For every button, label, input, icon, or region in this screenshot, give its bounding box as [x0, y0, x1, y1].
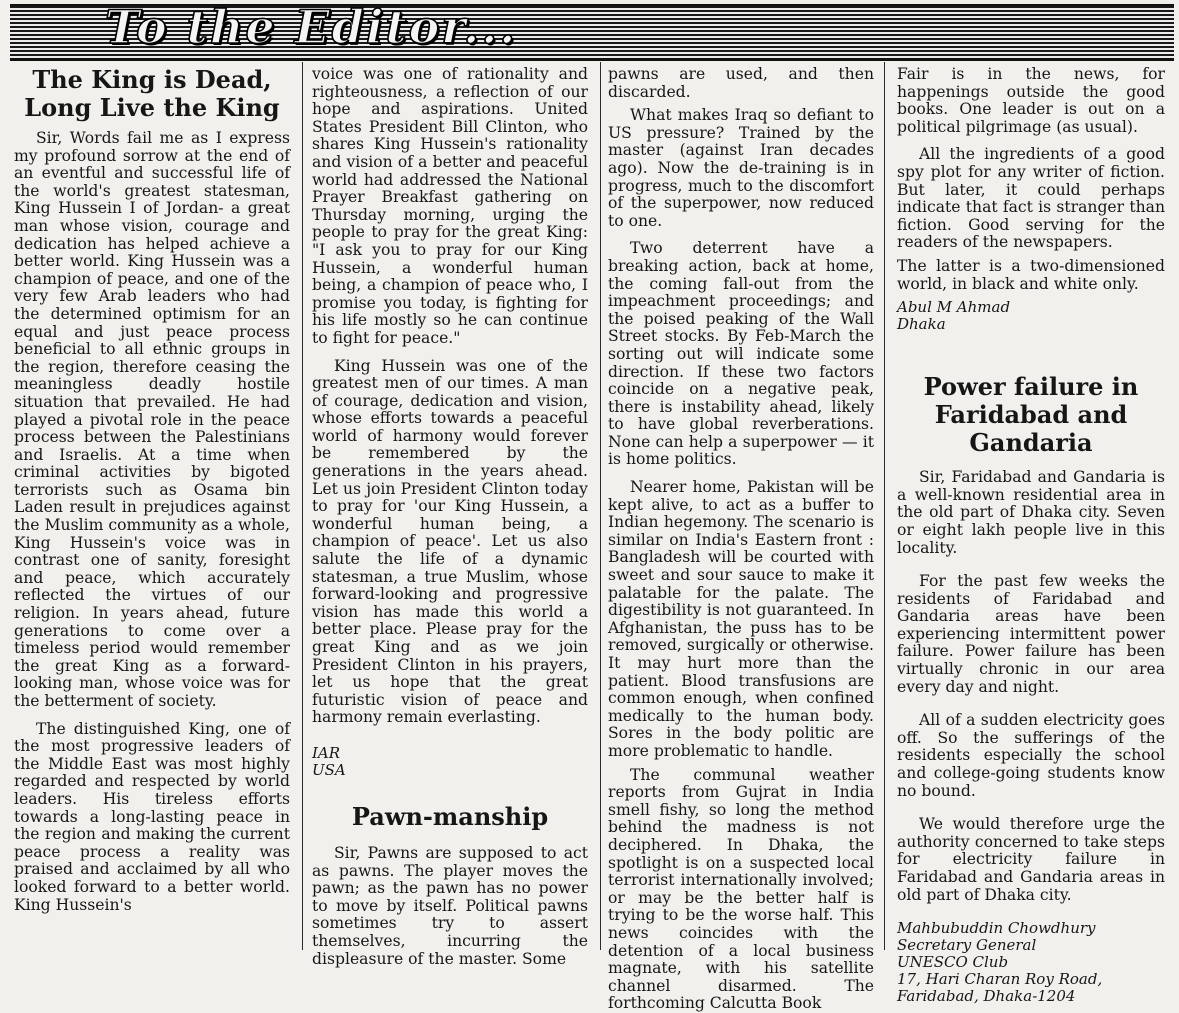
masthead-title: To the Editor... — [105, 0, 518, 54]
column-rule — [884, 62, 885, 950]
signature-line: USA — [312, 760, 346, 779]
letter-paragraph: pawns are used, and then discarded. — [608, 65, 874, 101]
letter-paragraph: The communal weather reports from Gujrat in India smell fishy, so long the method behind the madness is not deciphered. In Dhaka, the spotlight is on a suspected local terrorist internationally involved; or may be the better half is trying to be the worse half. This news coincides with the detention of a local business magnate, with his satellite channel disarmed. The forthcoming Calcutta Book — [608, 765, 874, 1013]
letter-paragraph: Nearer home, Pakistan will be kept alive, to act as a buffer to Indian hegemony. The scenario is similar on India's Eastern front : Bangladesh will be courted with sweet and sour sauce to make it palatable for the palate. The digestibility is not guaranteed. In Afghanistan, the puss has to be removed, surgically or otherwise. It may hurt more than the patient. Blood transfusions are common enough, when confined medically to the human body. Sores in the body politic are more problematic to handle. — [608, 478, 874, 760]
letter-paragraph: We would therefore urge the authority concerned to take steps for electricity failure in Faridabad and Gandaria areas in old part of Dhaka city. — [897, 815, 1165, 904]
letter-paragraph: All the ingredients of a good spy plot for any writer of fiction. But later, it could perhaps indicate that fact is stranger than fiction. Good serving for the readers of the newspapers. — [897, 145, 1165, 252]
signature-line: Mahbubuddin Chowdhury — [897, 919, 1096, 938]
column-3 — [608, 65, 874, 1013]
signature — [897, 920, 1165, 1005]
signature-line: UNESCO Club — [897, 953, 1009, 972]
letter-paragraph: Sir, Words fail me as I express my profound sorrow at the end of an eventful and successful life of the world's greatest statesman, King Hussein I of Jordan- a great man whose vision, courage and dedication has helped achieve a better world. King Hussein was a champion of peace, and one of the very few Arab leaders who had the determined optimism for an equal and just peace process beneficial to all ethnic groups in the region, therefore ceasing the meaningless deadly hostile situation that prevailed. He had played a pivotal role in the peace process between the Palestinians and Israelis. At a time when criminal activities by bigoted terrorists such as Osama bin Laden result in prejudices against the Muslim community as a whole, King Hussein's voice was in contrast one of sanity, foresight and peace, which accurately reflected the virtues of our religion. In years ahead, future generations to come over a timeless period would remember the great King as a forward-looking man, whose voice was for the betterment of society. — [14, 129, 290, 710]
letter-paragraph: All of a sudden electricity goes off. So the sufferings of the residents especially the school and college-going students know no bound. — [897, 711, 1165, 800]
signature-line: Faridabad, Dhaka-1204 — [897, 987, 1076, 1006]
letter-paragraph: The distinguished King, one of the most progressive leaders of the Middle East was most highly regarded and respected by world leaders. His tireless efforts towards a long-lasting peace in the region and making the current peace process a reality was praised and acclaimed by all who looked forward to a better world. King Hussein's — [14, 719, 290, 914]
signature — [897, 299, 1165, 333]
signature-line: Dhaka — [897, 315, 946, 334]
column-2 — [312, 65, 588, 968]
letter-paragraph: Two deterrent have a breaking action, back at home, the coming fall-out from the impeachment proceedings; and the poised peaking of the Wall Street stocks. By Feb-March the sorting out will indicate some direction. If these two factors coincide on a negative peak, there is instability ahead, likely to have global reverberations. None can help a superpower — it is home politics. — [608, 239, 874, 469]
letter-paragraph: The latter is a two-dimensioned world, in black and white only. — [897, 256, 1165, 293]
letter-paragraph: Fair is in the news, for happenings outside the good books. One leader is out on a political pilgrimage (as usual). — [897, 65, 1165, 136]
letter-paragraph: voice was one of rationality and righteousness, a reflection of our hope and aspirations. United States President Bill Clinton, who shares King Hussein's rationality and vision of a better and peaceful world had addressed the National Prayer Breakfast gathering on Thursday morning, urging the people to pray for the great King: "I ask you to pray for our King Hussein, a wonderful human being, a champion of peace who, I promise you today, is fighting for his life mostly so he can continue to fight for peace." — [312, 65, 588, 347]
letter-paragraph: Sir, Faridabad and Gandaria is a well-known residential area in the old part of Dhaka city. Seven or eight lakh people live in this locality. — [897, 468, 1165, 557]
signature — [312, 745, 588, 779]
signature-line: IAR — [312, 743, 341, 762]
letter-paragraph: Sir, Pawns are supposed to act as pawns. The player moves the pawn; as the pawn has no power to move by itself. Political pawns sometimes try to assert themselves, incurring the displeasure of the master. Some — [312, 843, 588, 968]
column-rule — [302, 62, 303, 950]
column-1 — [14, 66, 290, 958]
letter-paragraph: For the past few weeks the residents of Faridabad and Gandaria areas have been experiencing intermittent power failure. Power failure has been virtually chronic in our area every day and night. — [897, 572, 1165, 696]
signature-line: 17, Hari Charan Roy Road, — [897, 970, 1103, 989]
signature-line: Abul M Ahmad — [897, 298, 1011, 317]
letter-headline: Power failure in Faridabad and Gandaria — [923, 372, 1139, 458]
letter-paragraph: King Hussein was one of the greatest men of our times. A man of courage, dedication and vision, whose efforts towards a peaceful world of harmony would forever be remembered by the generations in the years ahead. Let us join President Clinton today to pray for 'our King Hussein, a wonderful human being, a champion of peace'. Let us also salute the life of a dynamic statesman, a true Muslim, whose forward-looking and progressive vision has made this world a better place. Please pray for the great King and as we join President Clinton in his prayers, let us hope that the great futuristic vision of peace and harmony remain everlasting. — [312, 356, 588, 727]
letter-headline: Pawn-manship — [351, 801, 549, 831]
column-4 — [897, 65, 1165, 1006]
column-rule — [600, 62, 601, 950]
signature-line: Secretary General — [897, 936, 1037, 955]
letter-paragraph: What makes Iraq so defiant to US pressure? Trained by the master (against Iran decades ago). Now the de-training is in progress, much to the discomfort of the superpower, now reduced to one. — [608, 106, 874, 230]
letter-headline: The King is Dead, Long Live the King — [24, 65, 280, 122]
masthead-banner — [10, 0, 1174, 61]
